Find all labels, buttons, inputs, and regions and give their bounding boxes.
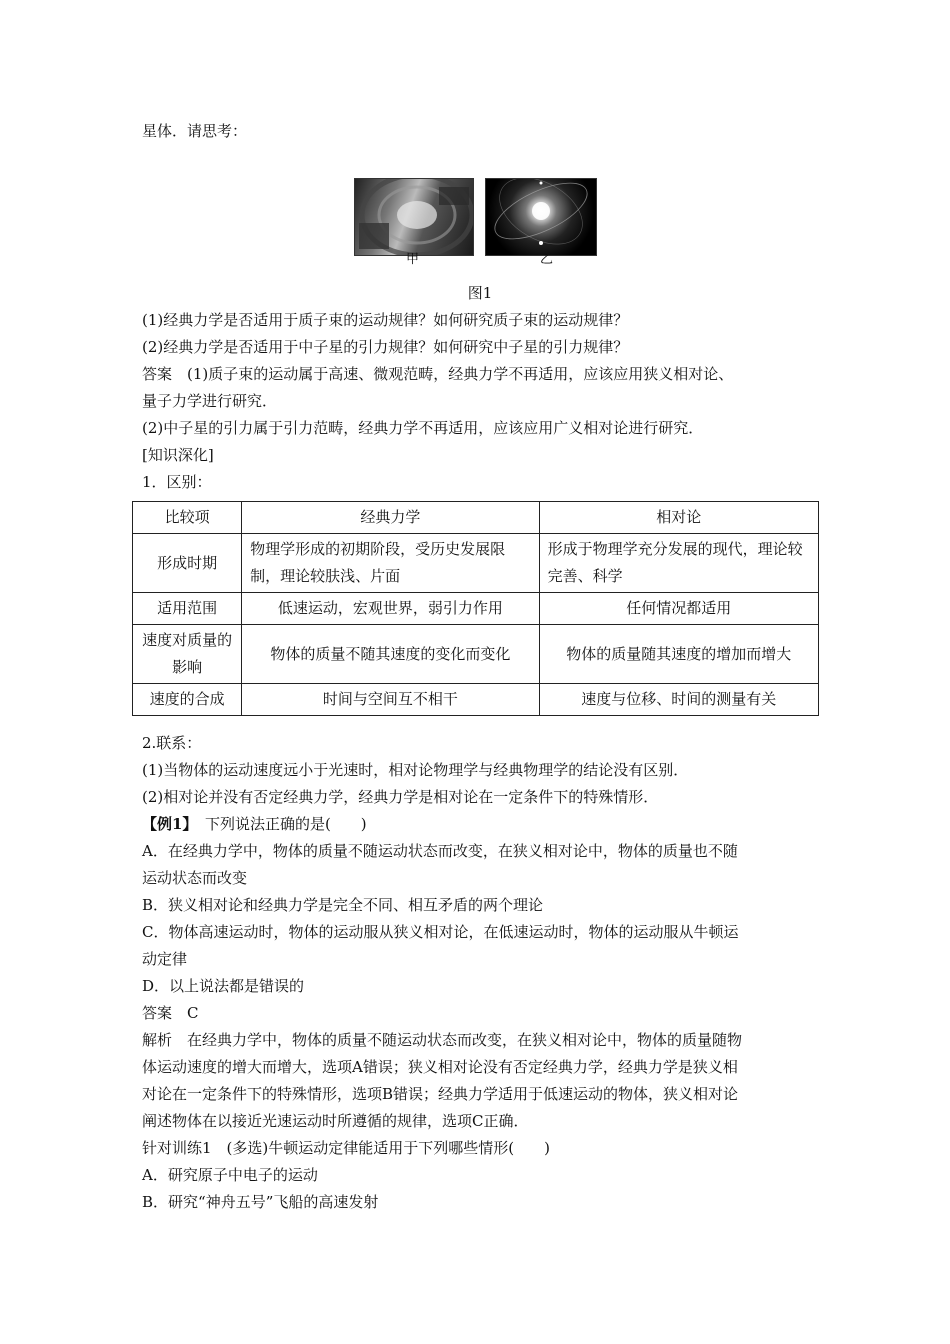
answer-line-1: 答案 (1)质子束的运动属于高速、微观范畴，经典力学不再适用，应该应用狭义相对论、 bbox=[142, 365, 734, 383]
table-row bbox=[133, 593, 819, 625]
row-label: 形成时期 bbox=[133, 534, 242, 593]
example-stem bbox=[142, 811, 822, 838]
analysis-line-2: 体运动速度的增大而增大，选项A错误；狭义相对论没有否定经典力学，经典力学是狭义相 bbox=[142, 1058, 738, 1076]
classical-cell: 物理学形成的初期阶段，受历史发展限制，理论较肤浅、片面 bbox=[242, 534, 539, 593]
question-1: (1)经典力学是否适用于质子束的运动规律？如何研究质子束的运动规律？ bbox=[142, 311, 629, 329]
training-option-a: A．研究原子中电子的运动 bbox=[142, 1166, 318, 1184]
analysis-line-1: 解析 在经典力学中，物体的质量不随运动状态而改变，在狭义相对论中，物体的质量随物 bbox=[142, 1031, 743, 1049]
figure-label: 图1 bbox=[467, 284, 493, 302]
relativity-cell: 任何情况都适用 bbox=[539, 593, 818, 625]
table-row bbox=[133, 684, 819, 716]
example-answer: 答案 C bbox=[142, 1004, 199, 1022]
relativity-cell: 形成于物理学充分发展的现代，理论较完善、科学 bbox=[539, 534, 818, 593]
training-option-b: B．研究“神舟五号”飞船的高速发射 bbox=[142, 1193, 379, 1211]
table-header-cell: 比较项 bbox=[133, 502, 242, 534]
row-label: 速度的合成 bbox=[133, 684, 242, 716]
intro-text: 星体．请思考： bbox=[142, 122, 248, 140]
training-stem: 针对训练1 (多选)牛顿运动定律能适用于下列哪些情形( ) bbox=[142, 1139, 550, 1157]
item-2-point-1: (1)当物体的运动速度远小于光速时，相对论物理学与经典物理学的结论没有区别． bbox=[142, 761, 689, 779]
option-c-line-2: 动定律 bbox=[142, 950, 188, 968]
figure-1 bbox=[142, 145, 822, 280]
table-header-cell: 相对论 bbox=[539, 502, 818, 534]
table-row bbox=[133, 534, 819, 593]
example-question: 下列说法正确的是( ) bbox=[204, 815, 367, 833]
relativity-cell: 速度与位移、时间的测量有关 bbox=[539, 684, 818, 716]
option-b: B．狭义相对论和经典力学是完全不同、相互矛盾的两个理论 bbox=[142, 896, 544, 914]
analysis-line-4: 阐述物体在以接近光速运动时所遵循的规律，选项C正确． bbox=[142, 1112, 529, 1130]
option-a-line-1: A．在经典力学中，物体的质量不随运动状态而改变，在狭义相对论中，物体的质量也不随 bbox=[142, 842, 738, 860]
analysis-line-3: 对论在一定条件下的特殊情形，选项B错误；经典力学适用于低速运动的物体，狭义相对论 bbox=[142, 1085, 739, 1103]
option-c-line-1: C．物体高速运动时，物体的运动服从狭义相对论，在低速运动时，物体的运动服从牛顿运 bbox=[142, 923, 739, 941]
caption-jia: 甲 bbox=[406, 252, 420, 267]
table-header-row bbox=[133, 502, 819, 534]
option-d: D．以上说法都是错误的 bbox=[142, 977, 305, 995]
row-label: 适用范围 bbox=[133, 593, 242, 625]
question-2: (2)经典力学是否适用于中子星的引力规律？如何研究中子星的引力规律？ bbox=[142, 338, 629, 356]
answer-line-3: (2)中子星的引力属于引力范畴，经典力学不再适用，应该应用广义相对论进行研究． bbox=[142, 419, 704, 437]
classical-cell: 物体的质量不随其速度的变化而变化 bbox=[242, 625, 539, 684]
comparison-table bbox=[132, 501, 819, 716]
relativity-cell: 物体的质量随其速度的增加而增大 bbox=[539, 625, 818, 684]
document-page bbox=[142, 118, 822, 1216]
table-header-cell: 经典力学 bbox=[242, 502, 539, 534]
section-title: [知识深化] bbox=[142, 446, 214, 464]
row-label: 速度对质量的影响 bbox=[133, 625, 242, 684]
example-tag: 【例1】 bbox=[142, 815, 190, 833]
item-1-title: 1．区别： bbox=[142, 473, 212, 491]
table-row bbox=[133, 625, 819, 684]
neutron-star-image bbox=[485, 178, 597, 256]
option-a-line-2: 运动状态而改变 bbox=[142, 869, 248, 887]
classical-cell: 低速运动，宏观世界，弱引力作用 bbox=[242, 593, 539, 625]
classical-cell: 时间与空间互不相干 bbox=[242, 684, 539, 716]
item-2-point-2: (2)相对论并没有否定经典力学，经典力学是相对论在一定条件下的特殊情形． bbox=[142, 788, 659, 806]
caption-yi: 乙 bbox=[540, 252, 554, 267]
answer-line-2: 量子力学进行研究． bbox=[142, 392, 278, 410]
proton-beam-tunnel-image bbox=[354, 178, 474, 256]
item-2-title: 2.联系： bbox=[142, 734, 202, 752]
